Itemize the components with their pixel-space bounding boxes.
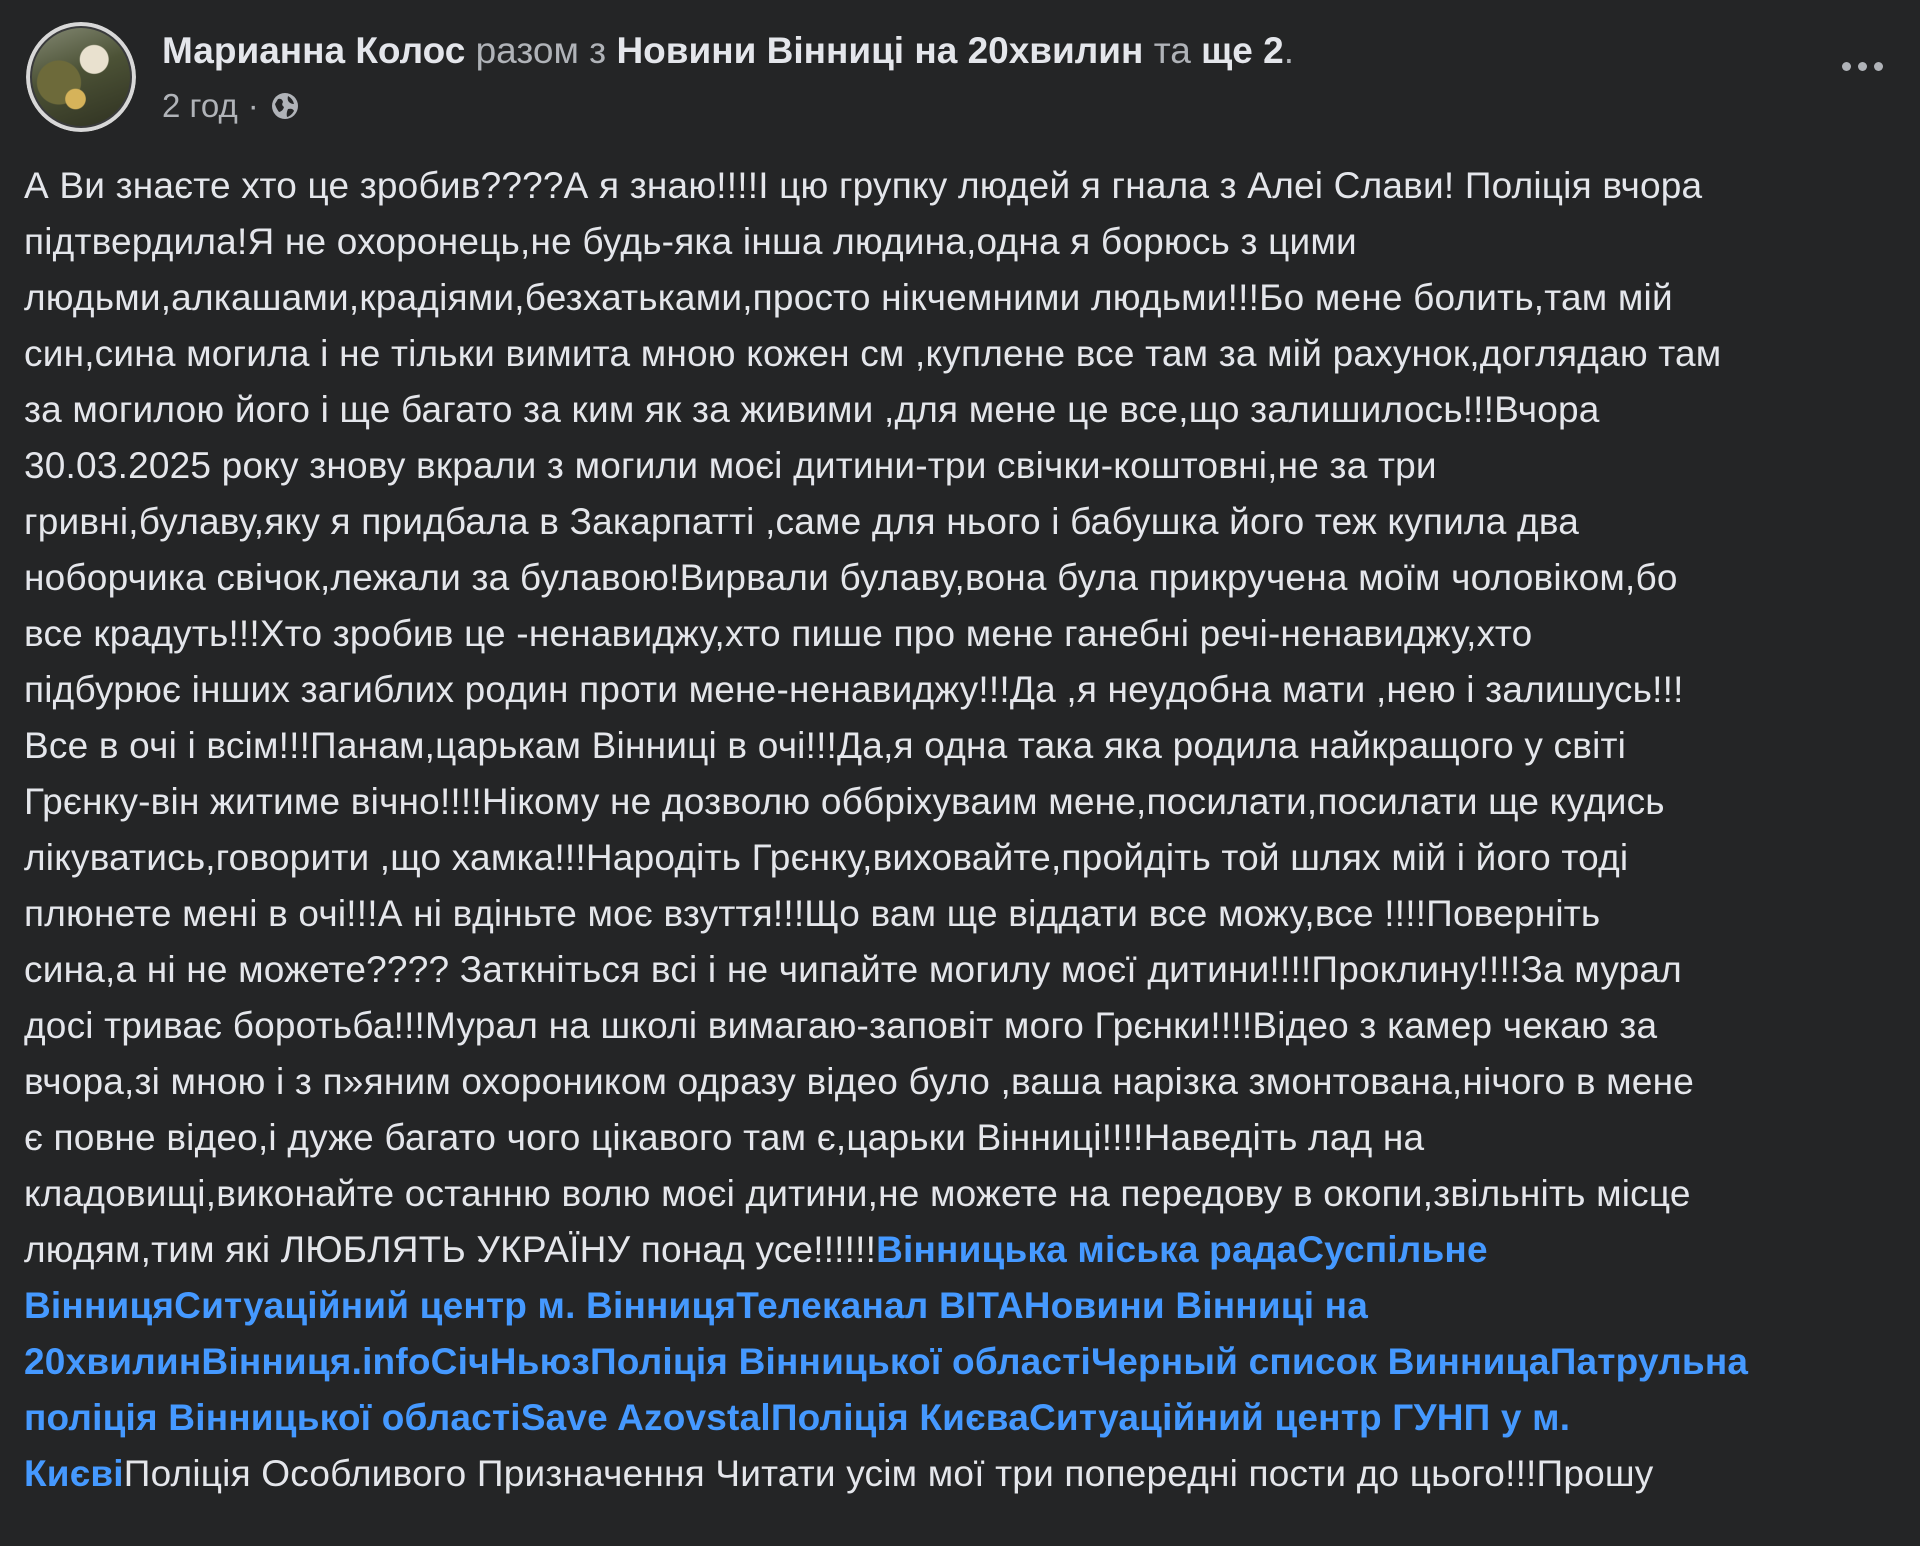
post-line: плюнете мені в очі!!!А ні вдіньте моє взуття!!!Що вам ще віддати все можу,все !!!!Поверніть bbox=[24, 893, 1601, 934]
post-line: гривні,булаву,яку я придбала в Закарпатті ,саме для нього і бабушка його теж купила два bbox=[24, 501, 1580, 542]
post-line-text: Поліція Особливого Призначення Читати усім мої три попередні пости до цього!!!Прошу bbox=[123, 1453, 1654, 1494]
globe-icon[interactable] bbox=[269, 90, 301, 122]
post-line: підбурює інших загиблих родин проти мене-ненавиджу!!!Да ,я неудобна мати ,нею і залишусь!!! bbox=[24, 669, 1684, 710]
author-line-period: . bbox=[1283, 30, 1295, 71]
post-line: Все в очі і всім!!!Панам,царькам Вінниці в очі!!!Да,я одна така яка родила найкращого у світі bbox=[24, 725, 1627, 766]
post-line: людьми,алкашами,крадіями,безхатьками,просто нікчемними людьми!!!Бо мене болить,там мій bbox=[24, 277, 1673, 318]
meta-separator: · bbox=[247, 87, 259, 124]
tagged-page-link[interactable]: Новини Вінниці на 20хвилин bbox=[616, 30, 1144, 71]
timestamp-link[interactable]: 2 год bbox=[162, 87, 238, 124]
tagged-pages-link[interactable]: Києві bbox=[24, 1453, 124, 1494]
post-line: ноборчика свічок,лежали за булавою!Вирвали булаву,вона була прикручена моїм чоловіком,бо bbox=[24, 557, 1678, 598]
post-line: 30.03.2025 року знову вкрали з могили моєі дитини-три свічки-коштовні,не за три bbox=[24, 445, 1437, 486]
others-link[interactable]: ще 2 bbox=[1201, 30, 1284, 71]
more-options-icon[interactable] bbox=[1834, 48, 1890, 84]
tagged-pages-link[interactable]: ВінницяСитуаційний центр м. ВінницяТелеканал ВІТАНовини Вінниці на bbox=[24, 1285, 1369, 1326]
tagged-pages-link[interactable]: 20хвилинВінниця.infoСічНьюзПоліція Вінницької областіЧерный список ВинницаПатрульна bbox=[24, 1341, 1749, 1382]
author-name-link[interactable]: Марианна Колос bbox=[162, 30, 466, 71]
author-line bbox=[162, 28, 1294, 74]
post-header bbox=[26, 22, 1894, 132]
post-line: є повне відео,і дуже багато чого цікавого там є,царьки Вінниці!!!!Наведіть лад на bbox=[24, 1117, 1425, 1158]
post-line: лікуватись,говорити ,що хамка!!!Народіть Грєнку,виховайте,пройдіть той шлях мій і його тоді bbox=[24, 837, 1629, 878]
post-line: вчора,зі мною і з п»яним охороником одразу відео було ,ваша нарізка змонтована,нічого в мене bbox=[24, 1061, 1694, 1102]
post-line-mixed bbox=[24, 1334, 1920, 1390]
post-line: А Ви знаєте хто це зробив????А я знаю!!!!І цю групку людей я гнала з Алеі Слави! Поліція вчора bbox=[24, 165, 1703, 206]
post-line: кладовищі,виконайте останню волю моєі дитини,не можете на передову в окопи,звільніть місце bbox=[24, 1173, 1691, 1214]
post-line-mixed bbox=[24, 1390, 1920, 1446]
post-line: син,сина могила і не тільки вимита мною кожен см ,куплене все там за мій рахунок,доглядаю там bbox=[24, 333, 1722, 374]
and-text: та bbox=[1153, 30, 1191, 71]
tagged-pages-link[interactable]: Вінницька міська радаСуспільне bbox=[876, 1229, 1488, 1270]
post-line-mixed bbox=[24, 1446, 1920, 1502]
post-line: все крадуть!!!Хто зробив це -ненавиджу,хто пише про мене ганебні речі-ненавиджу,хто bbox=[24, 613, 1533, 654]
post-line-mixed bbox=[24, 1222, 1920, 1278]
with-text: разом з bbox=[475, 30, 607, 71]
post-line: сина,а ні не можете???? Заткніться всі і не чипайте могилу моєї дитини!!!!Проклину!!!!За мурал bbox=[24, 949, 1682, 990]
post-line: Грєнку-він житиме вічно!!!!Нікому не дозволю оббріхуваим мене,посилати,посилати ще кудись bbox=[24, 781, 1665, 822]
post-line: досі триває боротьба!!!Мурал на школі вимагаю-заповіт мого Грєнки!!!!Відео з камер чекаю за bbox=[24, 1005, 1658, 1046]
tagged-pages-link[interactable]: поліція Вінницької областіSave AzovstalПоліція КиєваСитуаційний центр ГУНП у м. bbox=[24, 1397, 1571, 1438]
post-line-mixed bbox=[24, 1278, 1920, 1334]
post-line-text: людям,тим які ЛЮБЛЯТЬ УКРАЇНУ понад усе!!!!!! bbox=[24, 1229, 877, 1270]
post-line: за могилою його і ще багато за ким як за живими ,для мене це все,що залишилось!!!Вчора bbox=[24, 389, 1600, 430]
post-meta bbox=[162, 86, 301, 126]
author-avatar[interactable] bbox=[26, 22, 136, 132]
post-body bbox=[24, 158, 1920, 1502]
post-line: підтвердила!Я не охоронець,не будь-яка інша людина,одна я борюсь з цими bbox=[24, 221, 1357, 262]
